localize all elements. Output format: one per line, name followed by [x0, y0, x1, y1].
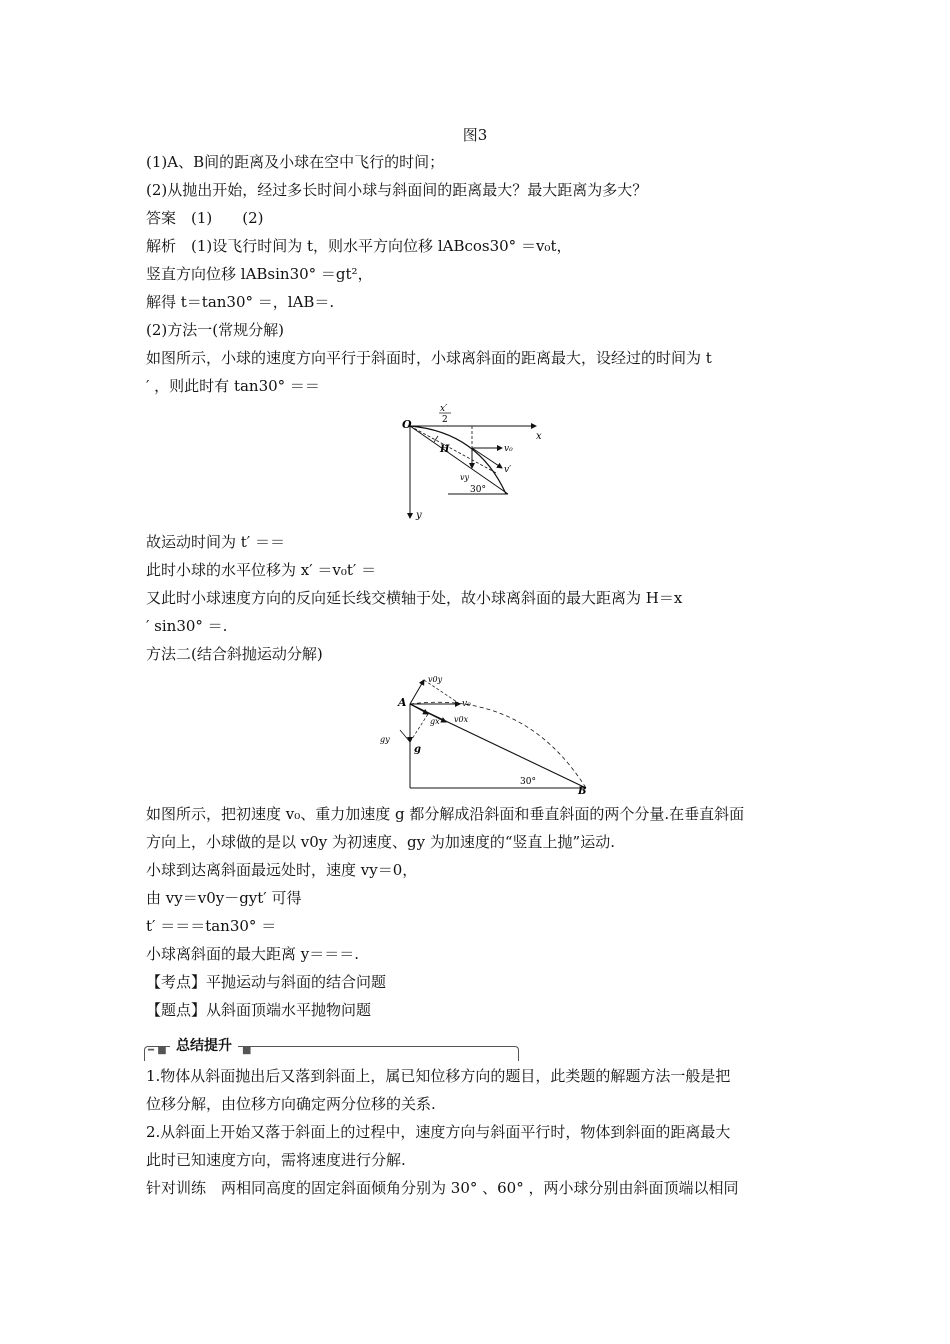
training-line: 针对训练 两相同高度的固定斜面倾角分别为 30° 、60° ，两小球分别由斜面顶端以相同 — [146, 1179, 739, 1197]
decomp-line-1: 如图所示，把初速度 v₀、重力加速度 g 都分解成沿斜面和垂直斜面的两个分量.在垂直斜面 — [146, 805, 745, 823]
tidian-line: 【题点】从斜面顶端水平抛物问题 — [146, 1001, 372, 1019]
summary-deco-left: ━ ■ — [148, 1045, 167, 1056]
label-vprime: v′ — [504, 465, 512, 475]
vprime-arrow — [472, 448, 502, 468]
g-dash — [410, 714, 428, 742]
method1-text-2: ′ ，则此时有 tan30° ＝＝ — [146, 377, 320, 395]
max-dist-line: 小球离斜面的最大距离 y＝＝＝. — [146, 945, 360, 963]
farthest-line: 小球到达离斜面最远处时，速度 vy＝0， — [146, 861, 418, 879]
label-y: y — [416, 510, 422, 521]
label-gy: gy — [380, 735, 390, 744]
label-H: H — [440, 444, 450, 455]
figure-incline-decomposition — [374, 670, 594, 796]
velocity-extension — [410, 426, 498, 474]
reverse-line-2: ′ sin30° ＝. — [146, 617, 228, 635]
t-eq-line: t′ ＝＝＝tan30° ＝ — [146, 917, 277, 935]
summary-2b: 此时已知速度方向，需将速度进行分解. — [146, 1151, 406, 1169]
gy-arrow — [400, 730, 410, 742]
label-xprime: x′ — [440, 404, 448, 414]
summary-title: 总结提升 — [170, 1037, 238, 1055]
label-angle: 30° — [470, 485, 486, 495]
answer-line: 答案 (1) (2) — [146, 209, 264, 227]
summary-box — [144, 1037, 519, 1057]
summary-1a: 1.物体从斜面抛出后又落到斜面上，属已知位移方向的题目，此类题的解题方法一般是把 — [146, 1067, 731, 1085]
label-O: O — [402, 418, 412, 431]
summary-deco-right: ■ — [242, 1045, 252, 1056]
label-2: 2 — [442, 415, 448, 425]
summary-1b: 位移分解，由位移方向确定两分位移的关系. — [146, 1095, 436, 1113]
method2-title: 方法二(结合斜抛运动分解) — [146, 645, 323, 663]
v0y-arrow — [410, 680, 424, 704]
from-eq-line: 由 vy＝v0y－gyt′ 可得 — [146, 889, 302, 907]
label-B: B — [578, 786, 587, 796]
method1-text-1: 如图所示，小球的速度方向平行于斜面时，小球离斜面的距离最大，设经过的时间为 t — [146, 349, 712, 367]
label-v0: v₀ — [504, 444, 513, 454]
label-g: g — [414, 744, 421, 755]
question-1: (1)A、B间的距离及小球在空中飞行的时间； — [146, 153, 445, 171]
label-angle: 30° — [520, 777, 536, 787]
figure-caption: 图3 — [462, 126, 488, 144]
horizontal-line: 此时小球的水平位移为 x′ ＝v₀t′ ＝ — [146, 561, 377, 579]
label-x: x — [536, 431, 542, 442]
label-v0x: v0x — [454, 715, 469, 724]
question-2: (2)从抛出开始，经过多长时间小球与斜面间的距离最大？最大距离为多大？ — [146, 181, 648, 199]
label-A: A — [398, 696, 407, 709]
incline-line — [410, 426, 508, 494]
time-line: 故运动时间为 t′ ＝＝ — [146, 533, 285, 551]
decomp-line-2: 方向上，小球做的是以 v0y 为初速度、gy 为加速度的“竖直上抛”运动. — [146, 833, 615, 851]
summary-2a: 2.从斜面上开始又落于斜面上的过程中，速度方向与斜面平行时，物体到斜面的距离最大 — [146, 1123, 731, 1141]
gx-arrow — [410, 704, 428, 714]
analysis-line-2: 竖直方向位移 lABsin30° ＝gt²， — [146, 265, 373, 283]
label-v0: v₀ — [462, 699, 471, 709]
label-v0y: v0y — [428, 675, 443, 684]
analysis-line-1: 解析 (1)设飞行时间为 t，则水平方向位移 lABcos30° ＝v₀t， — [146, 237, 572, 255]
label-gx: gx — [430, 717, 440, 726]
figure-projectile-decomposition — [398, 402, 548, 524]
reverse-line-1: 又此时小球速度方向的反向延长线交横轴于处，故小球离斜面的最大距离为 H＝x — [146, 589, 683, 607]
label-vy: vy — [460, 473, 470, 482]
kaodian-line: 【考点】平抛运动与斜面的结合问题 — [146, 973, 387, 991]
method1-title: (2)方法一(常规分解) — [146, 321, 284, 339]
analysis-line-3: 解得 t＝tan30° ＝，lAB＝. — [146, 293, 335, 311]
